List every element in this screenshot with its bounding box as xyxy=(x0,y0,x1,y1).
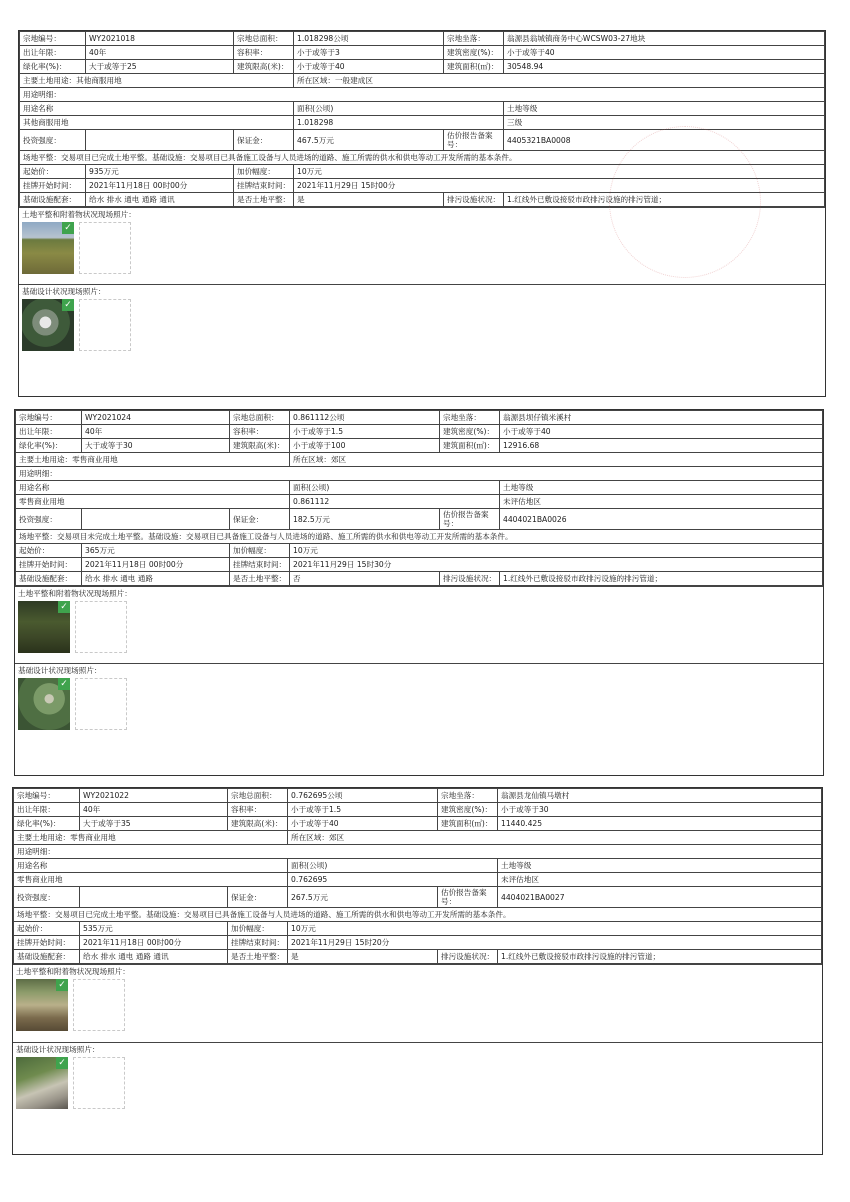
label-term: 出让年限： xyxy=(14,803,80,817)
empty-photo-slot[interactable] xyxy=(79,299,131,351)
value-deposit: 182.5万元 xyxy=(290,509,440,530)
label-density: 建筑密度(%)： xyxy=(440,425,500,439)
land-photos-caption: 土地平整和附着物状况现场照片： xyxy=(22,210,136,219)
label-total-area: 宗地总面积： xyxy=(230,411,290,425)
value-use-area: 0.762695 xyxy=(288,873,498,887)
label-deposit: 保证金： xyxy=(228,887,288,908)
label-leveled: 是否土地平整： xyxy=(230,572,290,586)
value-plot-ratio: 小于或等于3 xyxy=(294,46,444,60)
infrastructure-photos-section xyxy=(13,1042,822,1118)
value-increment: 10万元 xyxy=(288,922,822,936)
check-icon: ✓ xyxy=(56,1057,68,1069)
label-appraisal-no xyxy=(438,887,498,908)
label-green-ratio: 绿化率(%)： xyxy=(16,439,82,453)
value-list-end: 2021年11月29日 15时30分 xyxy=(290,558,823,572)
label-use-detail: 用途明细： xyxy=(20,88,825,102)
header-use-name: 用途名称 xyxy=(14,859,288,873)
header-land-grade: 土地等级 xyxy=(504,102,825,116)
label-location: 宗地坐落： xyxy=(444,32,504,46)
value-infrastructure: 给水 排水 通电 通路 xyxy=(82,572,230,586)
label-deposit: 保证金： xyxy=(234,130,294,151)
value-site-level: 交易项目未完成土地平整。基础设施：交易项目已具备施工设备与人员进场的道路、施工所需的供水和供电等动工开发所需的基本条件。 xyxy=(56,532,513,541)
main-use-cell xyxy=(16,453,290,467)
value-invest-intensity xyxy=(82,509,230,530)
label-invest-intensity: 投资强度： xyxy=(16,509,82,530)
label-floor-area: 建筑面积(㎡)： xyxy=(440,439,500,453)
value-use-name: 零售商业用地 xyxy=(14,873,288,887)
label-list-end: 挂牌结束时间： xyxy=(234,179,294,193)
value-zone: 一般建成区 xyxy=(334,76,373,85)
value-green-ratio: 大于或等于25 xyxy=(86,60,234,74)
parcel-table xyxy=(15,410,823,586)
label-term: 出让年限： xyxy=(20,46,86,60)
check-icon: ✓ xyxy=(62,222,74,234)
land-photo-thumbnail[interactable] xyxy=(16,979,68,1031)
value-green-ratio: 大于或等于35 xyxy=(80,817,228,831)
value-density: 小于或等于40 xyxy=(504,46,825,60)
label-zone: 所在区域： xyxy=(291,833,329,842)
label-invest-intensity: 投资强度： xyxy=(14,887,80,908)
infrastructure-photo-thumbnail[interactable] xyxy=(22,299,74,351)
label-main-use: 主要土地用途： xyxy=(19,455,73,464)
land-photos-section xyxy=(13,964,822,1042)
infrastructure-photos-caption: 基础设计状况现场照片： xyxy=(16,1045,100,1054)
value-term: 40年 xyxy=(82,425,230,439)
value-zone: 郊区 xyxy=(330,455,347,464)
label-appraisal-line2: 号： xyxy=(441,897,457,906)
value-plot-ratio: 小于或等于1.5 xyxy=(290,425,440,439)
label-leveled: 是否土地平整： xyxy=(228,950,288,964)
infrastructure-photo-thumbnail[interactable] xyxy=(18,678,70,730)
value-site-level: 交易项目已完成土地平整。基础设施：交易项目已具备施工设备与人员进场的道路、施工所需的供水和供电等动工开发所需的基本条件。 xyxy=(54,910,511,919)
label-term: 出让年限： xyxy=(16,425,82,439)
header-use-name: 用途名称 xyxy=(16,481,290,495)
value-list-end: 2021年11月29日 15时00分 xyxy=(294,179,825,193)
zone-cell xyxy=(290,453,823,467)
value-plot-ratio: 小于或等于1.5 xyxy=(288,803,438,817)
label-total-area: 宗地总面积： xyxy=(228,789,288,803)
label-density: 建筑密度(%)： xyxy=(438,803,498,817)
value-use-area: 0.861112 xyxy=(290,495,500,509)
parcel-card-3 xyxy=(12,787,823,1155)
faint-seal-stamp xyxy=(609,126,761,278)
value-use-name: 其他商服用地 xyxy=(20,116,294,130)
infrastructure-photos-section xyxy=(15,663,823,739)
empty-photo-slot[interactable] xyxy=(73,979,125,1031)
infrastructure-photos-caption: 基础设计状况现场照片： xyxy=(22,287,106,296)
label-infrastructure: 基础设施配套： xyxy=(14,950,80,964)
label-main-use: 主要土地用途： xyxy=(23,76,77,85)
label-list-start: 挂牌开始时间： xyxy=(16,558,82,572)
value-invest-intensity xyxy=(86,130,234,151)
label-appraisal-no xyxy=(444,130,504,151)
label-infrastructure: 基础设施配套： xyxy=(16,572,82,586)
label-use-detail: 用途明细： xyxy=(16,467,823,481)
header-area-ha: 面积(公顷) xyxy=(288,859,498,873)
main-use-cell xyxy=(20,74,294,88)
check-icon: ✓ xyxy=(58,678,70,690)
value-appraisal-no: 4404021BA0026 xyxy=(500,509,823,530)
value-height-limit: 小于或等于100 xyxy=(290,439,440,453)
value-term: 40年 xyxy=(86,46,234,60)
label-sewage: 排污设施状况： xyxy=(440,572,500,586)
value-list-end: 2021年11月29日 15时20分 xyxy=(288,936,822,950)
label-zone: 所在区域： xyxy=(293,455,331,464)
land-photos-section xyxy=(15,586,823,663)
value-appraisal-no: 4405321BA0008 xyxy=(504,130,825,151)
label-appraisal-no xyxy=(440,509,500,530)
label-list-end: 挂牌结束时间： xyxy=(230,558,290,572)
check-icon: ✓ xyxy=(58,601,70,613)
value-zone: 郊区 xyxy=(328,833,345,842)
value-start-price: 535万元 xyxy=(80,922,228,936)
label-density: 建筑密度(%)： xyxy=(444,46,504,60)
value-term: 40年 xyxy=(80,803,228,817)
parcel-table xyxy=(13,788,822,964)
label-list-start: 挂牌开始时间： xyxy=(14,936,80,950)
value-leveled: 是 xyxy=(294,193,444,207)
value-start-price: 365万元 xyxy=(82,544,230,558)
label-location: 宗地坐落： xyxy=(438,789,498,803)
label-location: 宗地坐落： xyxy=(440,411,500,425)
label-parcel-no: 宗地编号： xyxy=(20,32,86,46)
value-list-start: 2021年11月18日 00时00分 xyxy=(80,936,228,950)
label-increment: 加价幅度： xyxy=(228,922,288,936)
value-density: 小于或等于30 xyxy=(498,803,822,817)
value-height-limit: 小于或等于40 xyxy=(294,60,444,74)
value-infrastructure: 给水 排水 通电 通路 通讯 xyxy=(86,193,234,207)
site-level-cell xyxy=(14,908,822,922)
label-start-price: 起始价： xyxy=(14,922,80,936)
value-location: 翁源县翁城镇商务中心WCSW03-27地块 xyxy=(504,32,825,46)
value-use-area: 1.018298 xyxy=(294,116,504,130)
header-area-ha: 面积(公顷) xyxy=(294,102,504,116)
empty-photo-slot[interactable] xyxy=(73,1057,125,1109)
label-floor-area: 建筑面积(㎡)： xyxy=(438,817,498,831)
main-use-cell xyxy=(14,831,288,845)
empty-photo-slot[interactable] xyxy=(75,678,127,730)
check-icon: ✓ xyxy=(62,299,74,311)
header-use-name: 用途名称 xyxy=(20,102,294,116)
label-use-detail: 用途明细： xyxy=(14,845,822,859)
value-location: 翁源县龙仙镇马墩村 xyxy=(498,789,822,803)
value-main-use: 其他商服用地 xyxy=(76,76,122,85)
value-location: 翁源县坝仔镇米溪村 xyxy=(500,411,823,425)
empty-photo-slot[interactable] xyxy=(79,222,131,274)
label-site-level: 场地平整： xyxy=(23,153,61,162)
label-appraisal-line2: 号： xyxy=(443,519,459,528)
value-appraisal-no: 4404021BA0027 xyxy=(498,887,822,908)
value-increment: 10万元 xyxy=(294,165,825,179)
value-list-start: 2021年11月18日 00时00分 xyxy=(86,179,234,193)
value-list-start: 2021年11月18日 00时00分 xyxy=(82,558,230,572)
value-floor-area: 30548.94 xyxy=(504,60,825,74)
empty-photo-slot[interactable] xyxy=(75,601,127,653)
value-land-grade: 未评估地区 xyxy=(498,873,822,887)
value-sewage: 1.红线外已敷设接驳市政排污设施的排污管道； xyxy=(504,193,825,207)
header-area-ha: 面积(公顷) xyxy=(290,481,500,495)
label-site-level: 场地平整： xyxy=(19,532,57,541)
value-land-grade: 未评估地区 xyxy=(500,495,823,509)
label-increment: 加价幅度： xyxy=(234,165,294,179)
value-height-limit: 小于或等于40 xyxy=(288,817,438,831)
value-density: 小于或等于40 xyxy=(500,425,823,439)
label-start-price: 起始价： xyxy=(16,544,82,558)
label-appraisal-line1: 估价报告备案 xyxy=(447,131,493,140)
land-photo-thumbnail[interactable] xyxy=(22,222,74,274)
label-parcel-no: 宗地编号： xyxy=(14,789,80,803)
value-leveled: 是 xyxy=(288,950,438,964)
value-increment: 10万元 xyxy=(290,544,823,558)
value-deposit: 467.5万元 xyxy=(294,130,444,151)
label-infrastructure: 基础设施配套： xyxy=(20,193,86,207)
label-height-limit: 建筑限高(米)： xyxy=(228,817,288,831)
label-plot-ratio: 容积率： xyxy=(228,803,288,817)
label-invest-intensity: 投资强度： xyxy=(20,130,86,151)
label-green-ratio: 绿化率(%)： xyxy=(14,817,80,831)
value-total-area: 1.018298公顷 xyxy=(294,32,444,46)
value-infrastructure: 给水 排水 通电 通路 通讯 xyxy=(80,950,228,964)
value-land-grade: 三级 xyxy=(504,116,825,130)
value-main-use: 零售商业用地 xyxy=(70,833,116,842)
value-invest-intensity xyxy=(80,887,228,908)
value-deposit: 267.5万元 xyxy=(288,887,438,908)
land-photos-caption: 土地平整和附着物状况现场照片： xyxy=(16,967,130,976)
label-deposit: 保证金： xyxy=(230,509,290,530)
value-site-level: 交易项目已完成土地平整。基础设施：交易项目已具备施工设备与人员进场的道路、施工所需的供水和供电等动工开发所需的基本条件。 xyxy=(60,153,517,162)
label-plot-ratio: 容积率： xyxy=(234,46,294,60)
label-parcel-no: 宗地编号： xyxy=(16,411,82,425)
value-floor-area: 12916.68 xyxy=(500,439,823,453)
land-photos-caption: 土地平整和附着物状况现场照片： xyxy=(18,589,132,598)
parcel-card-1 xyxy=(18,30,826,397)
value-start-price: 935万元 xyxy=(86,165,234,179)
label-leveled: 是否土地平整： xyxy=(234,193,294,207)
label-appraisal-line2: 号： xyxy=(447,140,463,149)
header-land-grade: 土地等级 xyxy=(498,859,822,873)
value-total-area: 0.762695公顷 xyxy=(288,789,438,803)
zone-cell xyxy=(288,831,822,845)
label-increment: 加价幅度： xyxy=(230,544,290,558)
value-leveled: 否 xyxy=(290,572,440,586)
value-parcel-no: WY2021022 xyxy=(80,789,228,803)
header-land-grade: 土地等级 xyxy=(500,481,823,495)
label-list-end: 挂牌结束时间： xyxy=(228,936,288,950)
value-sewage: 1.红线外已敷设接驳市政排污设施的排污管道； xyxy=(498,950,822,964)
check-icon: ✓ xyxy=(56,979,68,991)
label-height-limit: 建筑限高(米)： xyxy=(230,439,290,453)
infrastructure-photo-thumbnail[interactable] xyxy=(16,1057,68,1109)
infrastructure-photos-caption: 基础设计状况现场照片： xyxy=(18,666,102,675)
infrastructure-photos-section xyxy=(19,284,825,360)
value-total-area: 0.861112公顷 xyxy=(290,411,440,425)
value-green-ratio: 大于或等于30 xyxy=(82,439,230,453)
label-appraisal-line1: 估价报告备案 xyxy=(441,888,487,897)
label-total-area: 宗地总面积： xyxy=(234,32,294,46)
label-sewage: 排污设施状况： xyxy=(444,193,504,207)
value-main-use: 零售商业用地 xyxy=(72,455,118,464)
label-green-ratio: 绿化率(%)： xyxy=(20,60,86,74)
parcel-card-2 xyxy=(14,409,824,776)
label-start-price: 起始价： xyxy=(20,165,86,179)
label-zone: 所在区域： xyxy=(297,76,335,85)
value-parcel-no: WY2021018 xyxy=(86,32,234,46)
label-list-start: 挂牌开始时间： xyxy=(20,179,86,193)
land-photo-thumbnail[interactable] xyxy=(18,601,70,653)
value-parcel-no: WY2021024 xyxy=(82,411,230,425)
label-site-level: 场地平整： xyxy=(17,910,55,919)
label-plot-ratio: 容积率： xyxy=(230,425,290,439)
label-appraisal-line1: 估价报告备案 xyxy=(443,510,489,519)
value-sewage: 1.红线外已敷设接驳市政排污设施的排污管道； xyxy=(500,572,823,586)
label-sewage: 排污设施状况： xyxy=(438,950,498,964)
label-main-use: 主要土地用途： xyxy=(17,833,71,842)
site-level-cell xyxy=(16,530,823,544)
zone-cell xyxy=(294,74,825,88)
label-floor-area: 建筑面积(㎡)： xyxy=(444,60,504,74)
value-floor-area: 11440.425 xyxy=(498,817,822,831)
label-height-limit: 建筑限高(米)： xyxy=(234,60,294,74)
value-use-name: 零售商业用地 xyxy=(16,495,290,509)
